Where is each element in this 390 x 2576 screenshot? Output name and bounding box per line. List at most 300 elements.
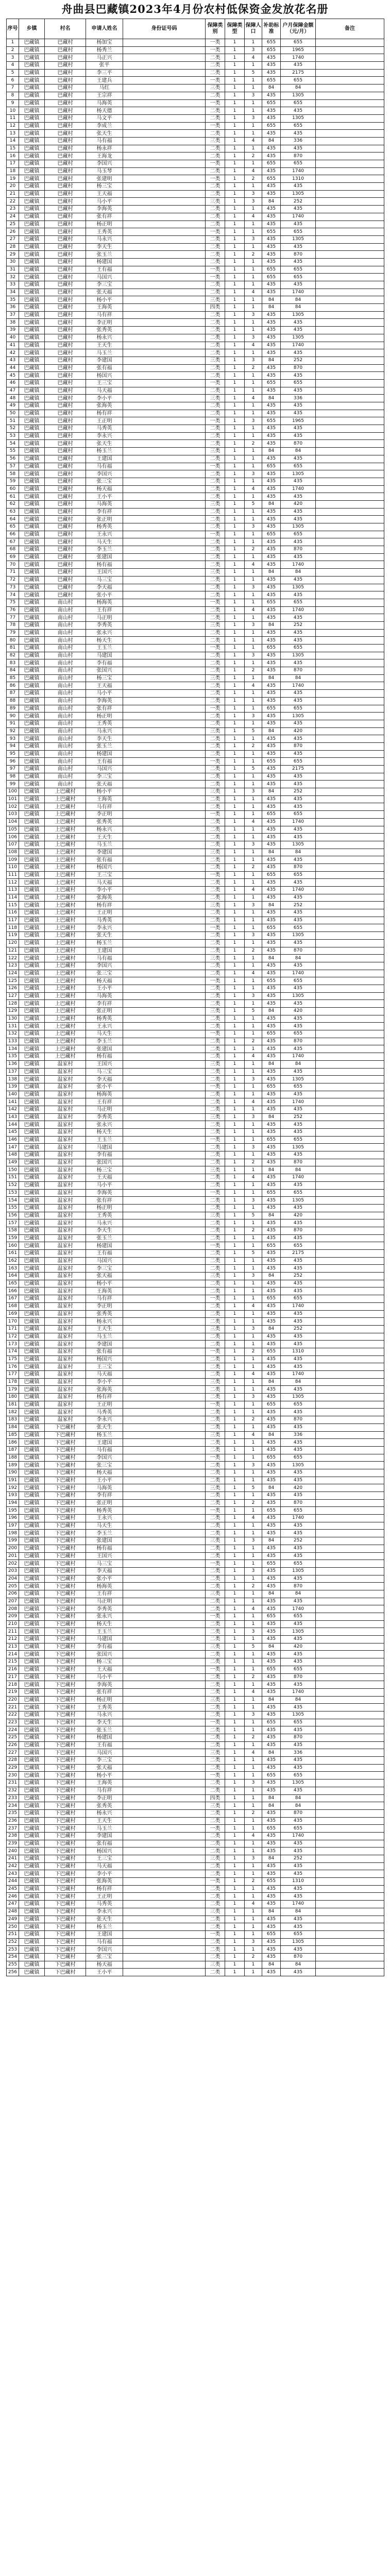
table-row <box>7 637 384 645</box>
cell-remarks <box>316 705 384 713</box>
cell-type: 1 <box>225 856 245 864</box>
cell-applicant: 李国兴 <box>86 1454 123 1462</box>
cell-id-number <box>123 1613 206 1621</box>
cell-type: 1 <box>225 1363 245 1371</box>
cell-persons: 2 <box>245 152 262 160</box>
cell-remarks <box>316 1802 384 1810</box>
cell-id-number <box>123 508 206 516</box>
cell-id-number <box>123 1151 206 1159</box>
cell-remarks <box>316 455 384 463</box>
cell-monthly-amount: 870 <box>281 1499 316 1507</box>
cell-remarks <box>316 167 384 175</box>
cell-monthly-amount: 655 <box>281 160 316 168</box>
cell-applicant: 马小平 <box>86 690 123 698</box>
cell-id-number <box>123 152 206 160</box>
cell-standard: 655 <box>262 228 281 236</box>
cell-applicant: 杨三宝 <box>86 1658 123 1666</box>
cell-applicant: 王天福 <box>86 1174 123 1182</box>
cell-type: 1 <box>225 1416 245 1424</box>
cell-town: 巴藏镇 <box>19 1628 45 1636</box>
table-row <box>7 1741 384 1749</box>
cell-remarks <box>316 962 384 970</box>
cell-id-number <box>123 296 206 304</box>
table-row <box>7 1719 384 1726</box>
cell-monthly-amount: 435 <box>281 402 316 410</box>
cell-applicant: 杨天德 <box>86 107 123 115</box>
table-row <box>7 1930 384 1938</box>
cell-remarks <box>316 160 384 168</box>
cell-village: 南山村 <box>45 750 86 758</box>
cell-persons: 3 <box>245 1197 262 1205</box>
cell-town: 巴藏镇 <box>19 841 45 849</box>
cell-id-number <box>123 1091 206 1098</box>
cell-index: 109 <box>7 856 19 864</box>
cell-monthly-amount: 1305 <box>281 992 316 1000</box>
cell-index: 14 <box>7 137 19 145</box>
cell-persons: 1 <box>245 659 262 667</box>
cell-village: 巴藏村 <box>45 84 86 92</box>
cell-id-number <box>123 1136 206 1144</box>
cell-category: 二类 <box>206 1567 225 1575</box>
table-row <box>7 682 384 690</box>
cell-type: 1 <box>225 1189 245 1197</box>
cell-id-number <box>123 1878 206 1886</box>
cell-index: 87 <box>7 690 19 698</box>
cell-village: 温家村 <box>45 1060 86 1068</box>
cell-category: 二类 <box>206 766 225 773</box>
cell-category: 一类 <box>206 1189 225 1197</box>
cell-applicant: 王有祥 <box>86 1098 123 1106</box>
cell-town: 巴藏镇 <box>19 735 45 743</box>
cell-monthly-amount: 84 <box>281 1166 316 1174</box>
cell-applicant: 杨三宝 <box>86 1166 123 1174</box>
cell-remarks <box>316 39 384 47</box>
cell-index: 125 <box>7 977 19 985</box>
cell-village: 下巴藏村 <box>45 1484 86 1492</box>
cell-monthly-amount: 435 <box>281 1265 316 1273</box>
cell-index: 113 <box>7 887 19 894</box>
cell-applicant: 马秀英 <box>86 425 123 433</box>
cell-village: 上巴藏村 <box>45 788 86 796</box>
cell-index: 2 <box>7 46 19 54</box>
cell-category: 二类 <box>206 1620 225 1628</box>
cell-standard: 655 <box>262 1401 281 1409</box>
cell-village: 下巴藏村 <box>45 1757 86 1765</box>
cell-standard: 84 <box>262 500 281 508</box>
cell-village: 下巴藏村 <box>45 1575 86 1583</box>
cell-type: 1 <box>225 167 245 175</box>
cell-standard: 435 <box>262 629 281 637</box>
cell-category: 二类 <box>206 863 225 871</box>
table-row <box>7 1946 384 1954</box>
cell-remarks <box>316 1726 384 1734</box>
cell-persons: 1 <box>245 107 262 115</box>
table-row <box>7 410 384 417</box>
cell-category: 二类 <box>206 167 225 175</box>
cell-town: 巴藏镇 <box>19 523 45 531</box>
cell-category: 二类 <box>206 1076 225 1083</box>
cell-id-number <box>123 1423 206 1431</box>
cell-standard: 84 <box>262 304 281 312</box>
cell-persons: 2 <box>245 175 262 183</box>
cell-type: 1 <box>225 1333 245 1341</box>
cell-persons: 1 <box>245 1341 262 1348</box>
cell-remarks <box>316 463 384 470</box>
cell-village: 巴藏村 <box>45 77 86 84</box>
cell-type: 1 <box>225 1083 245 1091</box>
cell-id-number <box>123 1166 206 1174</box>
cell-category: 二类 <box>206 1711 225 1719</box>
cell-standard: 435 <box>262 735 281 743</box>
cell-village: 下巴藏村 <box>45 1499 86 1507</box>
cell-village: 巴藏村 <box>45 448 86 455</box>
cell-category: 二类 <box>206 985 225 992</box>
cell-monthly-amount: 1740 <box>281 213 316 221</box>
cell-monthly-amount: 435 <box>281 455 316 463</box>
cell-town: 巴藏镇 <box>19 1068 45 1076</box>
cell-id-number <box>123 1083 206 1091</box>
cell-id-number <box>123 992 206 1000</box>
cell-applicant: 马海英 <box>86 99 123 107</box>
cell-applicant: 杨有祥 <box>86 1394 123 1401</box>
cell-index: 73 <box>7 584 19 591</box>
cell-category: 二类 <box>206 667 225 675</box>
cell-village: 巴藏村 <box>45 591 86 599</box>
cell-index: 97 <box>7 766 19 773</box>
cell-town: 巴藏镇 <box>19 1507 45 1515</box>
cell-index: 82 <box>7 652 19 659</box>
cell-village: 南山村 <box>45 735 86 743</box>
table-row <box>7 939 384 947</box>
cell-id-number <box>123 137 206 145</box>
cell-remarks <box>316 1901 384 1908</box>
cell-village: 温家村 <box>45 1068 86 1076</box>
cell-standard: 435 <box>262 349 281 357</box>
cell-village: 下巴藏村 <box>45 1840 86 1848</box>
table-row <box>7 1076 384 1083</box>
cell-village: 巴藏村 <box>45 281 86 289</box>
cell-category: 二类 <box>206 1151 225 1159</box>
cell-standard: 435 <box>262 1651 281 1658</box>
cell-remarks <box>316 46 384 54</box>
cell-category: 三类 <box>206 569 225 577</box>
cell-town: 巴藏镇 <box>19 417 45 425</box>
cell-monthly-amount: 435 <box>281 1764 316 1772</box>
cell-index: 66 <box>7 531 19 538</box>
cell-monthly-amount: 655 <box>281 379 316 387</box>
cell-monthly-amount: 655 <box>281 645 316 652</box>
cell-category: 一类 <box>206 1507 225 1515</box>
cell-town: 巴藏镇 <box>19 758 45 766</box>
cell-id-number <box>123 523 206 531</box>
cell-remarks <box>316 1083 384 1091</box>
cell-type: 1 <box>225 1076 245 1083</box>
cell-standard: 435 <box>262 659 281 667</box>
cell-index: 122 <box>7 955 19 962</box>
cell-category: 三类 <box>206 1166 225 1174</box>
cell-town: 巴藏镇 <box>19 463 45 470</box>
cell-persons: 1 <box>245 1378 262 1386</box>
cell-applicant: 李三宝 <box>86 281 123 289</box>
cell-applicant: 李永兴 <box>86 1908 123 1916</box>
cell-index: 169 <box>7 1310 19 1318</box>
table-row <box>7 690 384 698</box>
cell-category: 二类 <box>206 1227 225 1234</box>
cell-town: 巴藏镇 <box>19 1083 45 1091</box>
cell-standard: 84 <box>262 1008 281 1015</box>
cell-type: 1 <box>225 1848 245 1855</box>
cell-village: 上巴藏村 <box>45 811 86 819</box>
cell-remarks <box>316 1310 384 1318</box>
cell-remarks <box>316 1129 384 1137</box>
cell-standard: 655 <box>262 531 281 538</box>
cell-applicant: 杨永兴 <box>86 334 123 342</box>
cell-persons: 4 <box>245 1098 262 1106</box>
cell-town: 巴藏镇 <box>19 924 45 932</box>
cell-persons: 1 <box>245 1068 262 1076</box>
cell-persons: 1 <box>245 1696 262 1704</box>
cell-applicant: 李玉兰 <box>86 546 123 554</box>
cell-monthly-amount: 435 <box>281 781 316 788</box>
cell-monthly-amount: 870 <box>281 1953 316 1961</box>
cell-monthly-amount: 435 <box>281 62 316 70</box>
cell-town: 巴藏镇 <box>19 1492 45 1500</box>
cell-town: 巴藏镇 <box>19 440 45 448</box>
cell-remarks <box>316 667 384 675</box>
table-row <box>7 523 384 531</box>
cell-index: 93 <box>7 735 19 743</box>
cell-standard: 435 <box>262 470 281 478</box>
cell-town: 巴藏镇 <box>19 1302 45 1310</box>
cell-index: 75 <box>7 599 19 606</box>
cell-applicant: 马三宝 <box>86 576 123 584</box>
cell-town: 巴藏镇 <box>19 1741 45 1749</box>
table-row <box>7 62 384 70</box>
cell-category: 二类 <box>206 750 225 758</box>
cell-index: 67 <box>7 538 19 546</box>
cell-id-number <box>123 1492 206 1500</box>
cell-standard: 435 <box>262 1098 281 1106</box>
cell-monthly-amount: 435 <box>281 939 316 947</box>
cell-type: 1 <box>225 1181 245 1189</box>
cell-standard: 435 <box>262 985 281 992</box>
table-row <box>7 54 384 62</box>
cell-id-number <box>123 122 206 130</box>
cell-category: 二类 <box>206 281 225 289</box>
table-row <box>7 1371 384 1379</box>
cell-persons: 1 <box>245 1446 262 1454</box>
cell-applicant: 张平 <box>86 62 123 70</box>
cell-standard: 84 <box>262 1802 281 1810</box>
cell-persons: 3 <box>245 1711 262 1719</box>
cell-index: 114 <box>7 894 19 902</box>
cell-type: 1 <box>225 1696 245 1704</box>
cell-monthly-amount: 655 <box>281 1719 316 1726</box>
cell-monthly-amount: 435 <box>281 327 316 334</box>
cell-index: 16 <box>7 152 19 160</box>
cell-type: 1 <box>225 1257 245 1265</box>
table-row <box>7 130 384 138</box>
cell-type: 1 <box>225 1212 245 1219</box>
cell-applicant: 王秀英 <box>86 228 123 236</box>
cell-category: 一类 <box>206 417 225 425</box>
cell-standard: 435 <box>262 1567 281 1575</box>
cell-applicant: 杨秀英 <box>86 523 123 531</box>
table-row <box>7 614 384 622</box>
cell-type: 1 <box>225 1862 245 1870</box>
cell-category: 二类 <box>206 251 225 259</box>
cell-id-number <box>123 1355 206 1363</box>
cell-applicant: 李国兴 <box>86 962 123 970</box>
cell-id-number <box>123 727 206 735</box>
cell-id-number <box>123 417 206 425</box>
cell-remarks <box>316 228 384 236</box>
cell-category: 二类 <box>206 152 225 160</box>
cell-village: 巴藏村 <box>45 500 86 508</box>
cell-village: 下巴藏村 <box>45 1780 86 1787</box>
cell-id-number <box>123 788 206 796</box>
cell-type: 1 <box>225 713 245 720</box>
col-header-id-number: 身份证号码 <box>123 19 206 39</box>
cell-monthly-amount: 1305 <box>281 470 316 478</box>
table-row <box>7 1174 384 1182</box>
cell-monthly-amount: 435 <box>281 1355 316 1363</box>
cell-id-number <box>123 713 206 720</box>
cell-remarks <box>316 1325 384 1333</box>
cell-remarks <box>316 1008 384 1015</box>
cell-village: 巴藏村 <box>45 516 86 523</box>
cell-type: 1 <box>225 1446 245 1454</box>
cell-monthly-amount: 435 <box>281 1181 316 1189</box>
cell-town: 巴藏镇 <box>19 705 45 713</box>
cell-applicant: 王秀英 <box>86 1212 123 1219</box>
cell-type: 1 <box>225 1439 245 1447</box>
cell-persons: 2 <box>245 440 262 448</box>
cell-remarks <box>316 1045 384 1053</box>
cell-type: 1 <box>225 1265 245 1273</box>
cell-town: 巴藏镇 <box>19 372 45 380</box>
cell-index: 148 <box>7 1151 19 1159</box>
cell-persons: 1 <box>245 1787 262 1794</box>
cell-town: 巴藏镇 <box>19 1197 45 1205</box>
cell-index: 32 <box>7 274 19 281</box>
cell-standard: 84 <box>262 448 281 455</box>
cell-monthly-amount: 655 <box>281 274 316 281</box>
cell-applicant: 张天生 <box>86 932 123 940</box>
cell-persons: 1 <box>245 1287 262 1295</box>
cell-applicant: 杨有祥 <box>86 1885 123 1893</box>
cell-town: 巴藏镇 <box>19 243 45 251</box>
cell-village: 下巴藏村 <box>45 1688 86 1696</box>
col-header-persons: 保障人口 <box>245 19 262 39</box>
cell-type: 1 <box>225 621 245 629</box>
cell-village: 温家村 <box>45 1076 86 1083</box>
cell-village: 巴藏村 <box>45 402 86 410</box>
cell-applicant: 张海英 <box>86 1386 123 1394</box>
cell-category: 二类 <box>206 258 225 266</box>
cell-applicant: 李三平 <box>86 69 123 77</box>
cell-applicant: 马秀英 <box>86 1409 123 1416</box>
cell-monthly-amount: 435 <box>281 720 316 727</box>
cell-id-number <box>123 1666 206 1673</box>
cell-remarks <box>316 1666 384 1673</box>
cell-monthly-amount: 655 <box>281 1613 316 1621</box>
cell-town: 巴藏镇 <box>19 1423 45 1431</box>
cell-applicant: 马海英 <box>86 1484 123 1492</box>
cell-type: 1 <box>225 334 245 342</box>
cell-type: 1 <box>225 296 245 304</box>
cell-standard: 435 <box>262 1764 281 1772</box>
cell-index: 56 <box>7 455 19 463</box>
table-row <box>7 1045 384 1053</box>
cell-id-number <box>123 349 206 357</box>
cell-town: 巴藏镇 <box>19 1401 45 1409</box>
cell-type: 1 <box>225 1348 245 1355</box>
cell-id-number <box>123 1515 206 1522</box>
cell-applicant: 王建国 <box>86 947 123 955</box>
cell-applicant: 王正明 <box>86 417 123 425</box>
cell-applicant: 马天生 <box>86 1522 123 1530</box>
cell-village: 南山村 <box>45 690 86 698</box>
cell-village: 巴藏村 <box>45 576 86 584</box>
cell-persons: 4 <box>245 561 262 569</box>
cell-standard: 435 <box>262 1953 281 1961</box>
cell-town: 巴藏镇 <box>19 1431 45 1439</box>
cell-village: 温家村 <box>45 1318 86 1326</box>
cell-index: 155 <box>7 1204 19 1212</box>
cell-monthly-amount: 435 <box>281 1280 316 1287</box>
cell-town: 巴藏镇 <box>19 1091 45 1098</box>
cell-standard: 435 <box>262 1628 281 1636</box>
cell-index: 227 <box>7 1749 19 1757</box>
cell-category: 二类 <box>206 440 225 448</box>
cell-index: 222 <box>7 1711 19 1719</box>
cell-type: 1 <box>225 1916 245 1923</box>
cell-remarks <box>316 1287 384 1295</box>
cell-persons: 1 <box>245 1840 262 1848</box>
table-row <box>7 803 384 811</box>
cell-standard: 435 <box>262 1409 281 1416</box>
cell-category: 二类 <box>206 1318 225 1326</box>
cell-applicant: 马玉兰 <box>86 1825 123 1833</box>
cell-id-number <box>123 1363 206 1371</box>
cell-index: 143 <box>7 1113 19 1121</box>
cell-type: 1 <box>225 992 245 1000</box>
cell-village: 上巴藏村 <box>45 924 86 932</box>
cell-standard: 435 <box>262 1197 281 1205</box>
cell-category: 四类 <box>206 304 225 312</box>
cell-monthly-amount: 435 <box>281 1318 316 1326</box>
cell-village: 下巴藏村 <box>45 1916 86 1923</box>
cell-index: 50 <box>7 410 19 417</box>
cell-persons: 4 <box>245 1749 262 1757</box>
cell-index: 23 <box>7 206 19 213</box>
cell-standard: 435 <box>262 834 281 841</box>
cell-applicant: 李秀英 <box>86 1113 123 1121</box>
cell-remarks <box>316 985 384 992</box>
cell-id-number <box>123 1462 206 1469</box>
cell-persons: 1 <box>245 1620 262 1628</box>
table-row <box>7 1015 384 1023</box>
table-row <box>7 1113 384 1121</box>
cell-village: 温家村 <box>45 1189 86 1197</box>
cell-monthly-amount: 435 <box>281 538 316 546</box>
cell-standard: 435 <box>262 766 281 773</box>
cell-remarks <box>316 1409 384 1416</box>
cell-applicant: 李天福 <box>86 584 123 591</box>
cell-standard: 84 <box>262 849 281 856</box>
cell-standard: 435 <box>262 1310 281 1318</box>
